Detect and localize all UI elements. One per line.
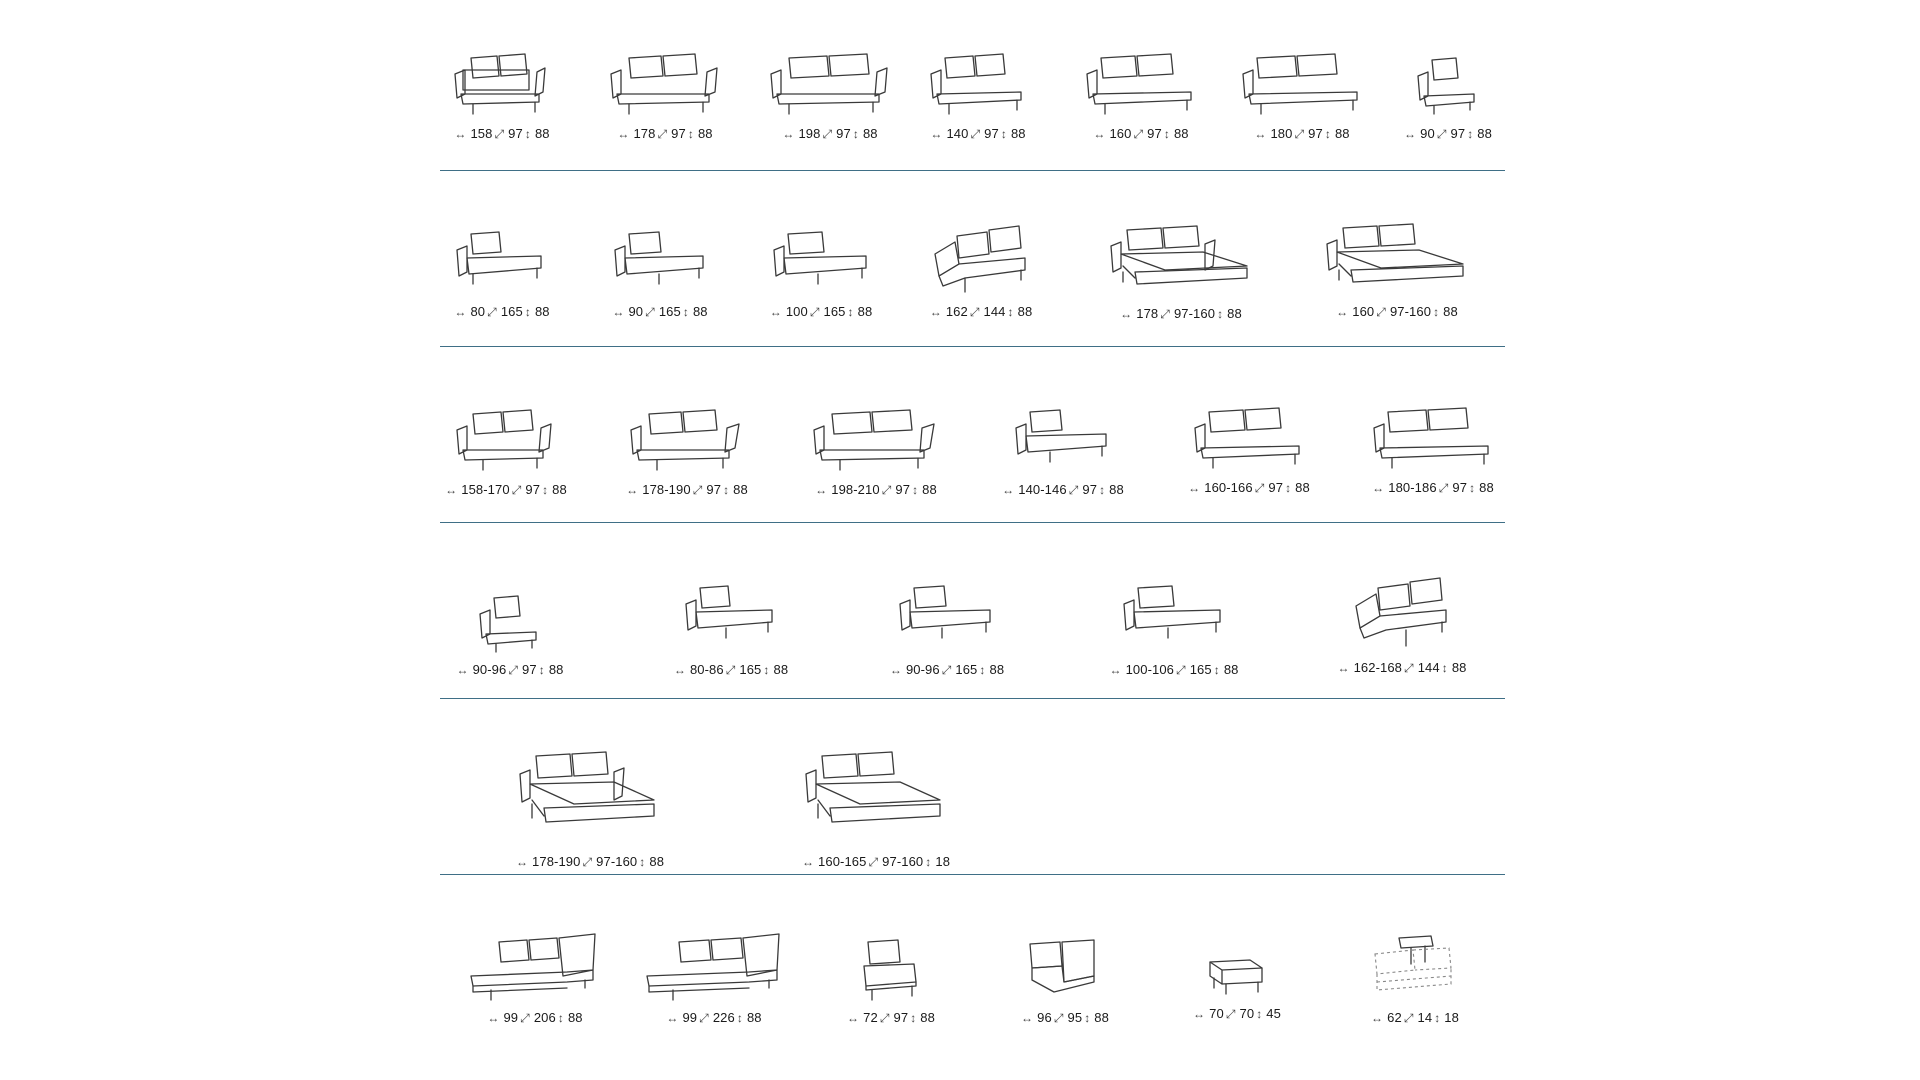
headrest-icon (1369, 932, 1459, 1004)
sofa-item (830, 936, 950, 1026)
dimension-label: ↔ 160-165 ⤢ 97-160 ↕ 18 (801, 854, 951, 869)
sofa-item (1178, 404, 1318, 496)
sofa-item (1354, 932, 1474, 1026)
sofa-1-arm-icon (1370, 404, 1495, 474)
dimension-label: ↔ 96 ⤢ 95 ↕ 88 (1021, 1010, 1109, 1025)
sofa-item (760, 228, 880, 320)
dimension-label: ↔ 99 ⤢ 206 ↕ 88 (487, 1010, 583, 1025)
chaise-longue-icon (451, 228, 551, 298)
dimension-label: ↔ 90-96 ⤢ 165 ↕ 88 (889, 662, 1005, 677)
chair-1-arm-icon (474, 590, 544, 656)
dimension-label: ↔ 70 ⤢ 70 ↕ 45 (1193, 1006, 1281, 1021)
sofa-item (922, 50, 1032, 142)
sofa-1-arm-icon (1083, 50, 1198, 120)
sofa-item (440, 406, 570, 498)
dimension-label: ↔ 180 ⤢ 97 ↕ 88 (1254, 126, 1350, 141)
sofa-2-seat-icon (810, 406, 940, 476)
stool-icon (1204, 950, 1268, 1000)
dimension-label: ↔ 90 ⤢ 97 ↕ 88 (1404, 126, 1492, 141)
sofa-1-arm-icon (1239, 50, 1364, 120)
dimension-label: ↔ 90-96 ⤢ 97 ↕ 88 (456, 662, 564, 677)
dimension-label: ↔ 198 ⤢ 97 ↕ 88 (782, 126, 878, 141)
dimension-label: ↔ 158 ⤢ 97 ↕ 88 (454, 126, 550, 141)
sofa-1-arm-icon (927, 50, 1027, 120)
long-chair-icon (467, 932, 602, 1004)
sofa-2-seat-icon (767, 50, 892, 120)
row-divider (440, 874, 1505, 875)
dimension-label: ↔ 80-86 ⤢ 165 ↕ 88 (673, 662, 789, 677)
row-divider (440, 522, 1505, 523)
corner-sofa-icon (1346, 576, 1456, 654)
sofa-item (638, 932, 788, 1026)
sofa-item (992, 406, 1132, 498)
sofa-item (800, 406, 950, 498)
sofa-item (446, 228, 556, 320)
dimension-label: ↔ 100 ⤢ 165 ↕ 88 (769, 304, 873, 319)
row-divider (440, 346, 1505, 347)
sofa-item (1098, 582, 1248, 678)
corner-seat-icon (1024, 936, 1104, 1004)
chaise-longue-icon (1010, 406, 1115, 476)
corner-sofa-icon (925, 224, 1035, 298)
sofa-item (604, 228, 714, 320)
dimension-label: ↔ 178-190 ⤢ 97 ↕ 88 (626, 482, 748, 497)
dimension-label: ↔ 99 ⤢ 226 ↕ 88 (666, 1010, 762, 1025)
sofa-item (876, 582, 1016, 678)
dimension-label: ↔ 80 ⤢ 165 ↕ 88 (454, 304, 550, 319)
dimension-label: ↔ 178-190 ⤢ 97-160 ↕ 88 (515, 854, 665, 869)
armless-chair-icon (858, 936, 922, 1004)
sofa-item (444, 590, 574, 678)
dimension-label: ↔ 162 ⤢ 144 ↕ 88 (929, 304, 1033, 319)
sofa-2-seat-icon (627, 406, 745, 476)
sofa-item (1316, 220, 1476, 320)
sofa-item (920, 224, 1040, 320)
sofa-item (504, 748, 674, 870)
sofa-item (764, 50, 894, 142)
sofa-item (1004, 936, 1124, 1026)
dimension-label: ↔ 72 ⤢ 97 ↕ 88 (847, 1010, 935, 1025)
sofa-bed-icon (1321, 220, 1471, 298)
dimension-label: ↔ 90 ⤢ 165 ↕ 88 (612, 304, 708, 319)
dimension-label: ↔ 178 ⤢ 97 ↕ 88 (617, 126, 713, 141)
sofa-item (464, 932, 604, 1026)
chaise-longue-icon (894, 582, 998, 656)
dimension-label: ↔ 62 ⤢ 14 ↕ 18 (1371, 1010, 1459, 1025)
dimension-label: ↔ 180-186 ⤢ 97 ↕ 88 (1372, 480, 1494, 495)
chaise-longue-icon (1118, 582, 1228, 656)
sofa-item (604, 50, 724, 142)
sofa-item (616, 406, 756, 498)
dimension-label: ↔ 198-210 ⤢ 97 ↕ 88 (815, 482, 937, 497)
sofa-item (446, 50, 556, 142)
dimension-label: ↔ 158-170 ⤢ 97 ↕ 88 (445, 482, 567, 497)
chaise-longue-icon (768, 228, 873, 298)
sofa-bed-icon (800, 748, 950, 848)
dimension-label: ↔ 178 ⤢ 97-160 ↕ 88 (1120, 306, 1242, 321)
row-divider (440, 698, 1505, 699)
sofa-item (1326, 576, 1476, 676)
sofa-item (1236, 50, 1366, 142)
dimension-label: ↔ 100-106 ⤢ 165 ↕ 88 (1109, 662, 1239, 677)
sofa-bed-icon (1105, 222, 1255, 300)
dimension-label: ↔ 160-166 ⤢ 97 ↕ 88 (1188, 480, 1310, 495)
dimension-label: ↔ 162-168 ⤢ 144 ↕ 88 (1337, 660, 1467, 675)
sofa-bed-icon (514, 748, 664, 848)
chaise-longue-icon (680, 582, 780, 656)
row-divider (440, 170, 1505, 171)
sofa-item (1392, 50, 1502, 142)
long-chair-icon (643, 932, 783, 1004)
dimension-label: ↔ 160 ⤢ 97-160 ↕ 88 (1336, 304, 1458, 319)
chair-1-arm-icon (1412, 50, 1482, 120)
chaise-longue-icon (609, 228, 709, 298)
sofa-item (1362, 404, 1502, 496)
sofa-item (790, 748, 960, 870)
dimension-label: ↔ 160 ⤢ 97 ↕ 88 (1093, 126, 1189, 141)
sofa-item (1080, 50, 1200, 142)
sofa-1-arm-icon (1191, 404, 1306, 474)
sofa-2-seat-icon (453, 406, 558, 476)
dimension-label: ↔ 140 ⤢ 97 ↕ 88 (930, 126, 1026, 141)
sofa-2-seat-icon (607, 50, 722, 120)
sofa-item (1176, 950, 1296, 1022)
sofa-item (660, 582, 800, 678)
sofa-item (1100, 222, 1260, 322)
sofa-2-seat-icon (451, 50, 551, 120)
dimension-label: ↔ 140-146 ⤢ 97 ↕ 88 (1002, 482, 1124, 497)
